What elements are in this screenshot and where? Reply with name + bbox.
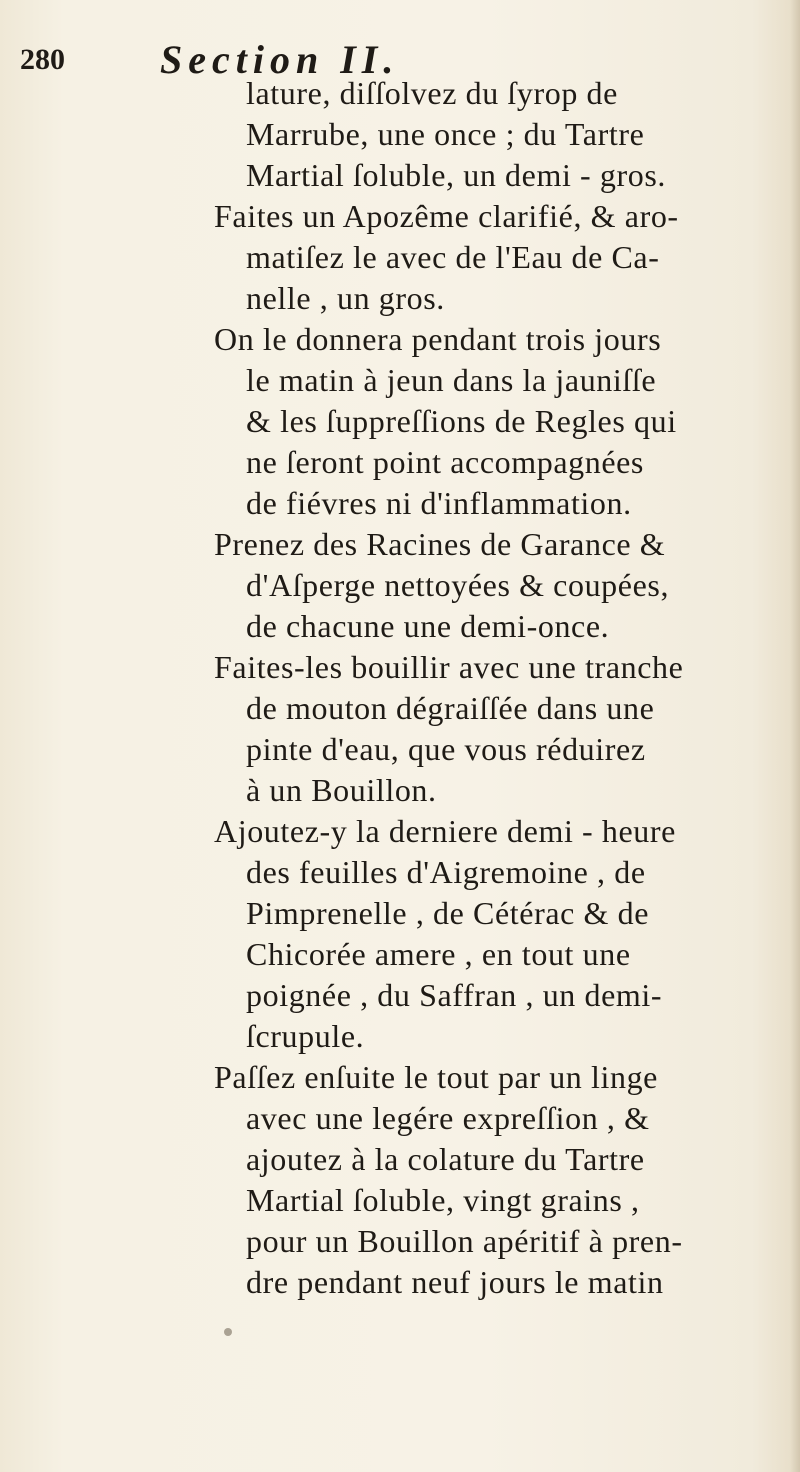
text-line: Prenez des Racines de Garance &	[214, 526, 666, 562]
text-line: & les ſuppreſſions de Regles qui	[246, 403, 677, 439]
text-line: Pimprenelle , de Cétérac & de	[246, 895, 650, 931]
page-number: 280	[20, 43, 65, 76]
text-line: de chacune une demi-once.	[246, 608, 610, 644]
text-line: Ajoutez-y la derniere demi - heure	[214, 813, 676, 849]
text-line: Faites-les bouillir avec une tranche	[214, 649, 684, 685]
text-line: à un Bouillon.	[246, 772, 437, 808]
text-line: Paſſez enſuite le tout par un linge	[214, 1059, 658, 1095]
text-line: Faites un Apozême clarifié, & aro-	[214, 198, 679, 234]
text-line: On le donnera pendant trois jours	[214, 321, 662, 357]
text-line: ſcrupule.	[246, 1018, 365, 1054]
text-line: Martial ſoluble, un demi - gros.	[246, 157, 667, 193]
text-line: avec une legére expreſſion , &	[246, 1100, 650, 1136]
text-line: ajoutez à la colature du Tartre	[246, 1141, 645, 1177]
text-line: d'Aſperge nettoyées & coupées,	[246, 567, 670, 603]
text-line: Martial ſoluble, vingt grains ,	[246, 1182, 640, 1218]
text-line: pinte d'eau, que vous réduirez	[246, 731, 646, 767]
page-header	[20, 37, 400, 82]
text-line: dre pendant neuf jours le matin	[246, 1264, 664, 1300]
text-line: poignée , du Saffran , un demi-	[246, 977, 663, 1013]
ink-spot	[224, 1328, 232, 1336]
text-line: de mouton dégraiſſée dans une	[246, 690, 655, 726]
page-edge-shadow	[790, 0, 800, 1472]
text-line: Chicorée amere , en tout une	[246, 936, 631, 972]
text-line: le matin à jeun dans la jauniſſe	[246, 362, 657, 398]
text-line: lature, diſſolvez du ſyrop de	[246, 75, 618, 111]
text-line: pour un Bouillon apéritif à pren-	[246, 1223, 683, 1259]
running-title: Section II.	[160, 37, 400, 82]
text-line: de fiévres ni d'inflammation.	[246, 485, 632, 521]
text-line: des feuilles d'Aigremoine , de	[246, 854, 646, 890]
text-line: Marrube, une once ; du Tartre	[246, 116, 645, 152]
text-line: ne ſeront point accompagnées	[246, 444, 644, 480]
text-line: nelle , un gros.	[246, 280, 445, 316]
text-line: matiſez le avec de l'Eau de Ca-	[246, 239, 660, 275]
